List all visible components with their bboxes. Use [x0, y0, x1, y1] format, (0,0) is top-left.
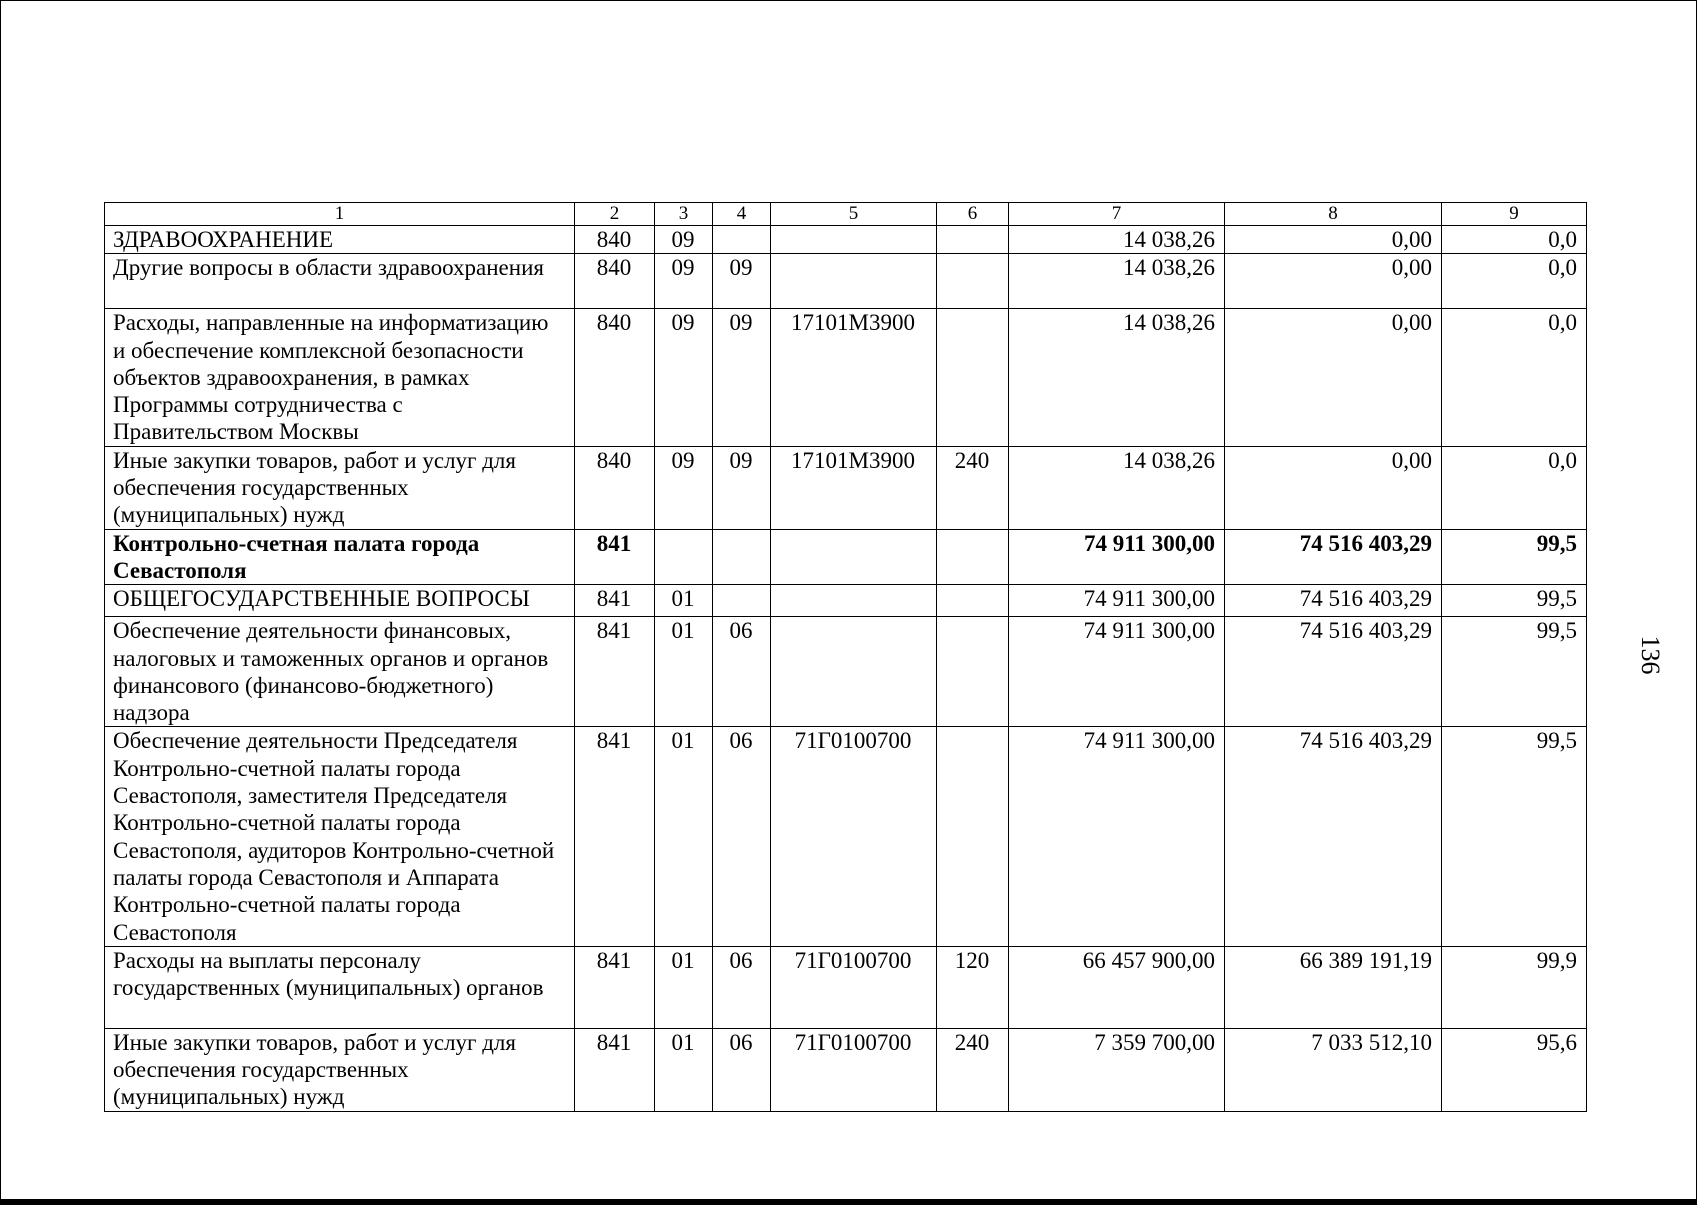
subsection-cell [713, 585, 771, 617]
table-row [105, 309, 1587, 446]
executed-amount-cell: 74 516 403,29 [1225, 617, 1442, 727]
section-cell [655, 529, 713, 585]
expense-type-cell: 240 [937, 446, 1009, 529]
code-admin-cell: 840 [575, 254, 655, 309]
execution-percent-cell: 99,5 [1442, 529, 1587, 585]
subsection-cell: 06 [713, 1028, 771, 1111]
section-cell: 01 [655, 585, 713, 617]
code-admin-cell: 841 [575, 617, 655, 727]
subsection-cell [713, 529, 771, 585]
target-article-cell: 71Г0100700 [771, 1028, 937, 1111]
expense-type-cell [937, 727, 1009, 946]
row-name-cell: ОБЩЕГОСУДАРСТВЕННЫЕ ВОПРОСЫ [105, 585, 575, 617]
executed-amount-cell: 74 516 403,29 [1225, 727, 1442, 946]
header-cell: 4 [713, 203, 771, 226]
table-body [105, 203, 1587, 1112]
subsection-cell: 09 [713, 254, 771, 309]
target-article-cell: 17101М3900 [771, 309, 937, 446]
target-article-cell [771, 585, 937, 617]
target-article-cell [771, 226, 937, 254]
executed-amount-cell: 66 389 191,19 [1225, 946, 1442, 1028]
section-cell: 01 [655, 1028, 713, 1111]
row-name-cell: Иные закупки товаров, работ и услуг для обеспечения государственных (муниципальных) нужд [105, 446, 575, 529]
code-admin-cell: 841 [575, 585, 655, 617]
header-cell: 5 [771, 203, 937, 226]
executed-amount-cell: 74 516 403,29 [1225, 529, 1442, 585]
section-cell: 09 [655, 446, 713, 529]
table-row [105, 446, 1587, 529]
header-cell: 8 [1225, 203, 1442, 226]
subsection-cell [713, 226, 771, 254]
section-cell: 09 [655, 309, 713, 446]
header-row [105, 203, 1587, 226]
row-name-cell: Расходы, направленные на информатизацию и обеспечение комплексной безопасности объектов здравоохранения, в рамках Программы сотрудничества с Правительством Москвы [105, 309, 575, 446]
section-cell: 09 [655, 254, 713, 309]
code-admin-cell: 841 [575, 946, 655, 1028]
planned-amount-cell: 14 038,26 [1009, 226, 1225, 254]
table-row [105, 226, 1587, 254]
execution-percent-cell: 0,0 [1442, 309, 1587, 446]
header-cell: 1 [105, 203, 575, 226]
planned-amount-cell: 66 457 900,00 [1009, 946, 1225, 1028]
code-admin-cell: 840 [575, 309, 655, 446]
expense-type-cell [937, 309, 1009, 446]
planned-amount-cell: 74 911 300,00 [1009, 529, 1225, 585]
code-admin-cell: 840 [575, 226, 655, 254]
row-name-cell: Обеспечение деятельности финансовых, налоговых и таможенных органов и органов финансового (финансово-бюджетного) надзора [105, 617, 575, 727]
header-cell: 9 [1442, 203, 1587, 226]
row-name-cell: Расходы на выплаты персоналу государственных (муниципальных) органов [105, 946, 575, 1028]
table-row [105, 1028, 1587, 1111]
page-number: 136 [1636, 635, 1665, 675]
subsection-cell: 09 [713, 446, 771, 529]
execution-percent-cell: 99,5 [1442, 585, 1587, 617]
header-cell: 7 [1009, 203, 1225, 226]
table-row [105, 529, 1587, 585]
table-row [105, 946, 1587, 1028]
table-row [105, 617, 1587, 727]
expense-type-cell [937, 529, 1009, 585]
header-cell: 3 [655, 203, 713, 226]
code-admin-cell: 841 [575, 529, 655, 585]
target-article-cell: 71Г0100700 [771, 727, 937, 946]
execution-percent-cell: 0,0 [1442, 446, 1587, 529]
header-cell: 6 [937, 203, 1009, 226]
row-name-cell: Иные закупки товаров, работ и услуг для обеспечения государственных (муниципальных) нужд [105, 1028, 575, 1111]
expense-type-cell [937, 254, 1009, 309]
row-name-cell: Обеспечение деятельности Председателя Контрольно-счетной палаты города Севастополя, заместителя Председателя Контрольно-счетной палаты города Севастополя, аудиторов Контрольно-счетной палаты города Севастополя и Аппарата Контрольно-счетной палаты города Севастополя [105, 727, 575, 946]
table-row [105, 254, 1587, 309]
table-row [105, 727, 1587, 946]
code-admin-cell: 841 [575, 1028, 655, 1111]
execution-percent-cell: 99,5 [1442, 617, 1587, 727]
planned-amount-cell: 74 911 300,00 [1009, 727, 1225, 946]
target-article-cell [771, 254, 937, 309]
planned-amount-cell: 74 911 300,00 [1009, 617, 1225, 727]
budget-table [104, 202, 1587, 1112]
target-article-cell [771, 529, 937, 585]
subsection-cell: 06 [713, 946, 771, 1028]
planned-amount-cell: 14 038,26 [1009, 254, 1225, 309]
code-admin-cell: 840 [575, 446, 655, 529]
section-cell: 09 [655, 226, 713, 254]
target-article-cell [771, 617, 937, 727]
target-article-cell: 17101М3900 [771, 446, 937, 529]
section-cell: 01 [655, 727, 713, 946]
execution-percent-cell: 95,6 [1442, 1028, 1587, 1111]
row-name-cell: ЗДРАВООХРАНЕНИЕ [105, 226, 575, 254]
row-name-cell: Другие вопросы в области здравоохранения [105, 254, 575, 309]
subsection-cell: 06 [713, 617, 771, 727]
expense-type-cell [937, 226, 1009, 254]
executed-amount-cell: 0,00 [1225, 226, 1442, 254]
executed-amount-cell: 0,00 [1225, 446, 1442, 529]
section-cell: 01 [655, 617, 713, 727]
planned-amount-cell: 14 038,26 [1009, 309, 1225, 446]
executed-amount-cell: 0,00 [1225, 309, 1442, 446]
target-article-cell: 71Г0100700 [771, 946, 937, 1028]
expense-type-cell: 240 [937, 1028, 1009, 1111]
execution-percent-cell: 0,0 [1442, 254, 1587, 309]
subsection-cell: 09 [713, 309, 771, 446]
section-cell: 01 [655, 946, 713, 1028]
planned-amount-cell: 14 038,26 [1009, 446, 1225, 529]
expense-type-cell [937, 617, 1009, 727]
executed-amount-cell: 0,00 [1225, 254, 1442, 309]
table-row [105, 585, 1587, 617]
execution-percent-cell: 0,0 [1442, 226, 1587, 254]
executed-amount-cell: 74 516 403,29 [1225, 585, 1442, 617]
header-cell: 2 [575, 203, 655, 226]
expense-type-cell [937, 585, 1009, 617]
subsection-cell: 06 [713, 727, 771, 946]
execution-percent-cell: 99,5 [1442, 727, 1587, 946]
expense-type-cell: 120 [937, 946, 1009, 1028]
executed-amount-cell: 7 033 512,10 [1225, 1028, 1442, 1111]
code-admin-cell: 841 [575, 727, 655, 946]
planned-amount-cell: 74 911 300,00 [1009, 585, 1225, 617]
planned-amount-cell: 7 359 700,00 [1009, 1028, 1225, 1111]
row-name-cell: Контрольно-счетная палата города Севастополя [105, 529, 575, 585]
execution-percent-cell: 99,9 [1442, 946, 1587, 1028]
